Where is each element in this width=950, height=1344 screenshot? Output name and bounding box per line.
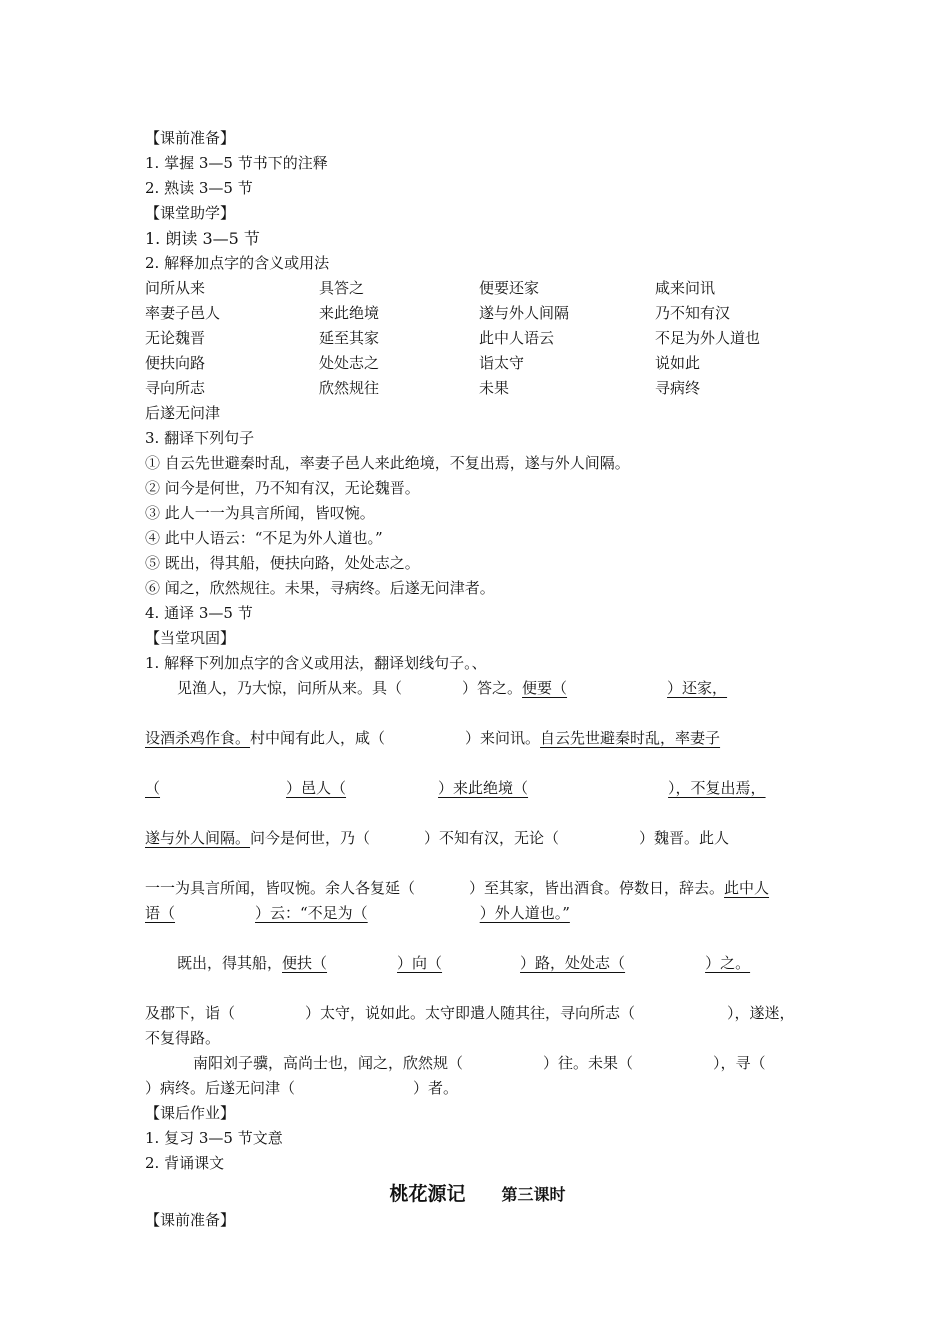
passage-line-5: 一一为具言所闻，皆叹惋。余人各复延（ ）至其家，皆出酒食。停数日，辞去。此中人	[145, 879, 770, 897]
translate-sentence: ② 问今是何世，乃不知有汉，无论魏晋。	[145, 479, 420, 497]
passage-line-2: 设酒杀鸡作食。村中闻有此人，咸（ ）来问讯。自云先世避秦时乱，率妻子	[145, 729, 721, 747]
word-item: 说如此	[655, 354, 701, 372]
section-heading-homework: 【课后作业】	[145, 1104, 236, 1122]
passage-line-4: 遂与外人间隔。问今是何世，乃（ ）不知有汉，无论（ ）魏晋。此人	[145, 829, 730, 847]
lesson-title-main: 桃花源记	[389, 1183, 466, 1205]
homework-item-2: 2. 背诵课文	[145, 1154, 225, 1172]
passage-line-10: 南阳刘子骥，高尚士也，闻之，欣然规（ ）往。未果（ ），寻（	[193, 1054, 766, 1072]
translate-sentence: ⑤ 既出，得其船，便扶向路，处处志之。	[145, 554, 420, 572]
section-heading-class: 【课堂助学】	[145, 204, 236, 222]
word-item: 无论魏晋	[145, 329, 206, 347]
passage-line-6: 语（ ）云：“不足为（ ）外人道也。”	[145, 904, 570, 922]
word-item: 不足为外人道也	[655, 329, 761, 347]
section-heading-prep-next: 【课前准备】	[145, 1211, 236, 1229]
word-item: 便扶向路	[145, 354, 206, 372]
prep-item-1: 1. 掌握 3—5 节书下的注释	[145, 154, 328, 172]
translate-heading: 3. 翻译下列句子	[145, 429, 255, 447]
word-item: 率妻子邑人	[145, 304, 221, 322]
word-item: 问所从来	[145, 279, 206, 297]
section-heading-prep: 【课前准备】	[145, 129, 236, 147]
word-item: 遂与外人间隔	[479, 304, 570, 322]
worksheet	[145, 126, 810, 1233]
lesson-title	[145, 1180, 810, 1208]
section-heading-consolidate: 【当堂巩固】	[145, 629, 236, 647]
word-item: 未果	[479, 379, 510, 397]
class-item-2: 2. 解释加点字的含义或用法	[145, 254, 330, 272]
word-item: 乃不知有汉	[655, 304, 731, 322]
word-grid	[145, 276, 810, 401]
passage-line-1: 见渔人，乃大惊，问所从来。具（ ）答之。便要（ ）还家，	[177, 679, 728, 697]
passage-line-8: 及郡下，诣（ ）太守，说如此。太守即遣人随其往，寻向所志（ ），遂迷，	[145, 1004, 795, 1022]
translate-sentence: ① 自云先世避秦时乱，率妻子邑人来此绝境，不复出焉，遂与外人间隔。	[145, 454, 630, 472]
word-item: 欣然规往	[319, 379, 380, 397]
homework-item-1: 1. 复习 3—5 节文意	[145, 1129, 283, 1147]
word-item: 处处志之	[319, 354, 380, 372]
word-item: 咸来问讯	[655, 279, 716, 297]
word-item: 便要还家	[479, 279, 540, 297]
word-item: 来此绝境	[319, 304, 380, 322]
word-item: 寻向所志	[145, 379, 206, 397]
consolidate-instruction: 1. 解释下列加点字的含义或用法，翻译划线句子。、	[145, 654, 487, 672]
class-item-1: 1. 朗读 3—5 节	[145, 229, 260, 248]
passage-line-9: 不复得路。	[145, 1029, 221, 1047]
word-item: 此中人语云	[479, 329, 555, 347]
passage-line-3: （ ）邑人（ ）来此绝境（ ），不复出焉，	[145, 779, 766, 797]
passage-line-11: ）病终。后遂无问津（ ）者。	[145, 1079, 459, 1097]
word-item: 寻病终	[655, 379, 701, 397]
word-item: 后遂无问津	[145, 404, 221, 422]
translate-sentence: ③ 此人一一为具言所闻，皆叹惋。	[145, 504, 375, 522]
word-item: 延至其家	[319, 329, 380, 347]
lesson-title-sub: 第三课时	[501, 1185, 566, 1204]
translate-item-4: 4. 通译 3—5 节	[145, 604, 253, 622]
word-item: 诣太守	[479, 354, 525, 372]
word-item: 具答之	[319, 279, 365, 297]
passage-line-7: 既出，得其船，便扶（ ）向（ ）路，处处志（ ）之。	[177, 954, 751, 972]
translate-sentence: ④ 此中人语云：“不足为外人道也。”	[145, 529, 383, 547]
prep-item-2: 2. 熟读 3—5 节	[145, 179, 253, 197]
translate-sentence: ⑥ 闻之，欣然规往。未果，寻病终。后遂无问津者。	[145, 579, 495, 597]
